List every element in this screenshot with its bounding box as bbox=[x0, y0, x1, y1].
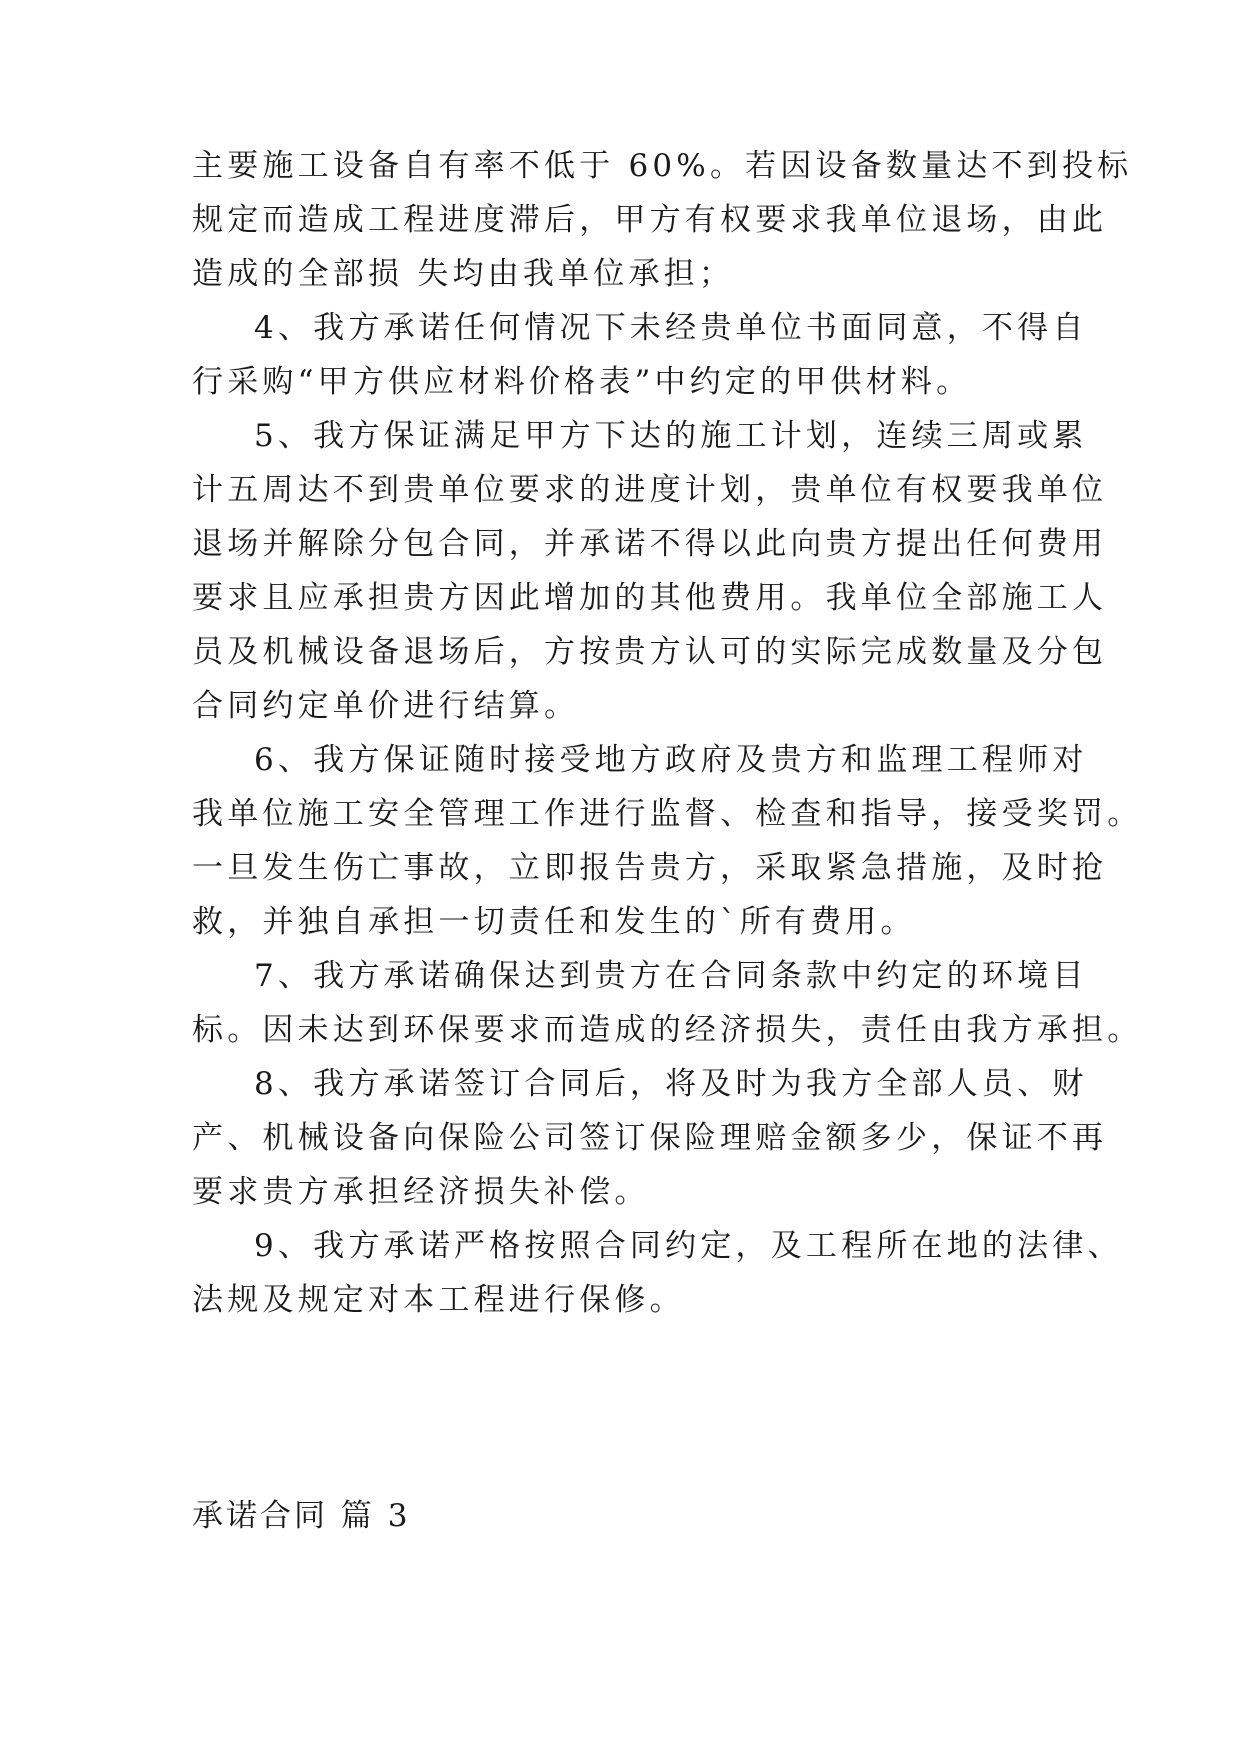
body-line: 要求且应承担贵方因此增加的其他费用。我单位全部施工人 bbox=[192, 580, 1108, 616]
body-line: 退场并解除分包合同，并承诺不得以此向贵方提出任何费用 bbox=[192, 526, 1108, 562]
body-line: 标。因未达到环保要求而造成的经济损失，责任由我方承担。 bbox=[192, 1012, 1143, 1048]
body-line: 合同约定单价进行结算。 bbox=[192, 688, 580, 724]
body-line: 规定而造成工程进度滞后，甲方有权要求我单位退场，由此 bbox=[192, 202, 1108, 238]
body-line: 造成的全部损 失均由我单位承担； bbox=[192, 256, 735, 292]
section-heading: 承诺合同 篇 3 bbox=[192, 1498, 411, 1534]
body-line: 行采购“甲方供应材料价格表”中约定的甲供材料。 bbox=[192, 364, 972, 400]
body-line: 计五周达不到贵单位要求的进度计划，贵单位有权要我单位 bbox=[192, 472, 1108, 508]
body-line: 一旦发生伤亡事故，立即报告贵方，采取紧急措施，及时抢 bbox=[192, 850, 1108, 886]
body-line: 我单位施工安全管理工作进行监督、检查和指导，接受奖罚。 bbox=[192, 796, 1143, 832]
clause-4-line: 4、我方承诺任何情况下未经贵单位书面同意，不得自 bbox=[254, 310, 1088, 346]
body-line: 法规及规定对本工程进行保修。 bbox=[192, 1282, 685, 1318]
body-line: 要求贵方承担经济损失补偿。 bbox=[192, 1174, 650, 1210]
body-line: 产、机械设备向保险公司签订保险理赔金额多少，保证不再 bbox=[192, 1120, 1108, 1156]
clause-5-line: 5、我方保证满足甲方下达的施工计划，连续三周或累 bbox=[254, 418, 1088, 454]
clause-9-line: 9、我方承诺严格按照合同约定，及工程所在地的法律、 bbox=[254, 1228, 1123, 1264]
body-line: 主要施工设备自有率不低于 60%。若因设备数量达不到投标 bbox=[192, 148, 1133, 184]
clause-6-line: 6、我方保证随时接受地方政府及贵方和监理工程师对 bbox=[254, 742, 1088, 778]
clause-8-line: 8、我方承诺签订合同后，将及时为我方全部人员、财 bbox=[254, 1066, 1088, 1102]
body-line: 救，并独自承担一切责任和发生的`所有费用。 bbox=[192, 904, 916, 940]
body-line: 员及机械设备退场后，方按贵方认可的实际完成数量及分包 bbox=[192, 634, 1108, 670]
clause-7-line: 7、我方承诺确保达到贵方在合同条款中约定的环境目 bbox=[254, 958, 1088, 994]
